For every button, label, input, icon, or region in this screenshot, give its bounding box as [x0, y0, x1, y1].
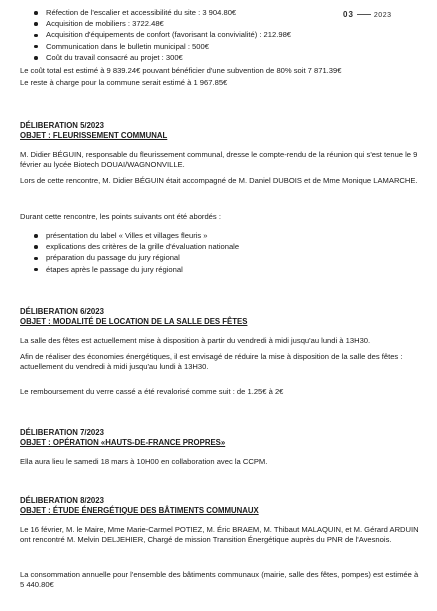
list-item: Réfection de l'escalier et accessibilité du site : 3 904.80€ [32, 8, 291, 19]
page-year: 2023 [373, 12, 392, 19]
delib6-paragraph-2: Afin de réaliser des économies énergétiques, il est envisagé de réduire la mise à disposition de la salle des fêtes : actuellement du vendredi à midi jusqu'au lundi à 13H30. [20, 352, 403, 371]
list-item: Acquisition d'équipements de confort (favorisant la convivialité) : 212.98€ [32, 30, 291, 41]
delib5-object: OBJET : FLEURISSEMENT COMMUNAL [20, 131, 168, 140]
delib8-object: OBJET : ÉTUDE ÉNERGÉTIQUE DES BÂTIMENTS COMMUNAUX [20, 506, 259, 515]
page-number [343, 10, 391, 21]
delib7-object: OBJET : OPÉRATION «HAUTS-DE-FRANCE PROPRES» [20, 438, 226, 447]
delib8-paragraph-2: La consommation annuelle pour l'ensemble des bâtiments communaux (mairie, salle des fêtes, pompes) est estimée à 5 440.80€ [20, 570, 419, 589]
delib6-title: DÉLIBERATION 6/2023 [20, 307, 104, 316]
delib5-paragraph-3: Durant cette rencontre, les points suivants ont été abordés : [20, 212, 221, 221]
delib6-paragraph-3: Le remboursement du verre cassé a été revalorisé comme suit : de 1.25€ à 2€ [20, 387, 284, 396]
delib5-paragraph-2: Lors de cette rencontre, M. Didier BÉGUIN était accompagné de M. Daniel DUBOIS et de Mme Monique LAMARCHE. [20, 176, 418, 185]
list-item: explications des critères de la grille d'évaluation nationale [32, 242, 239, 253]
delib8-paragraph-1: Le 16 février, M. le Maire, Mme Marie-Carmel POTIEZ, M. Éric BRAEM, M. Thibaut MALAQUIN, et M. Gérard ARDUIN ont rencontré M. Melvin DELJEHIER, Chargé de mission Transition Énergétique auprès du PNR de l'Avesnois. [20, 525, 419, 544]
page-number-value: 03 [343, 10, 354, 19]
list-item: Communication dans le bulletin municipal : 500€ [32, 42, 291, 53]
delib7-paragraph-1: Ella aura lieu le samedi 18 mars à 10H00 en collaboration avec la CCPM. [20, 457, 268, 466]
delib8-title: DÉLIBERATION 8/2023 [20, 496, 104, 505]
delib5-points-list [32, 231, 239, 276]
cost-remainder-text: Le reste à charge pour la commune serait estimé à 1 967.85€ [20, 78, 228, 87]
project-cost-list [32, 8, 291, 64]
delib6-object: OBJET : MODALITÉ DE LOCATION DE LA SALLE DES FÊTES [20, 317, 248, 326]
list-item: étapes après le passage du jury régional [32, 265, 239, 276]
delib6-paragraph-1: La salle des fêtes est actuellement mise à disposition à partir du vendredi à midi jusqu'au lundi à 13H30. [20, 336, 371, 345]
list-item: Coût du travail consacré au projet : 300€ [32, 53, 291, 64]
page-number-separator [357, 14, 371, 15]
list-item: Acquisition de mobiliers : 3722.48€ [32, 19, 291, 30]
list-item: présentation du label « Villes et villages fleuris » [32, 231, 239, 242]
delib5-paragraph-1: M. Didier BÉGUIN, responsable du fleurissement communal, dresse le compte-rendu de la réunion qui s'est tenue le 9 février au lycée Biotech DOUAI/WAGNONVILLE. [20, 150, 418, 169]
cost-total-text: Le coût total est estimé à 9 839.24€ pouvant bénéficier d'une subvention de 80% soit 7 871.39€ [20, 66, 342, 75]
list-item: préparation du passage du jury régional [32, 253, 239, 264]
delib5-title: DÉLIBERATION 5/2023 [20, 121, 104, 130]
delib7-title: DÉLIBERATION 7/2023 [20, 428, 104, 437]
